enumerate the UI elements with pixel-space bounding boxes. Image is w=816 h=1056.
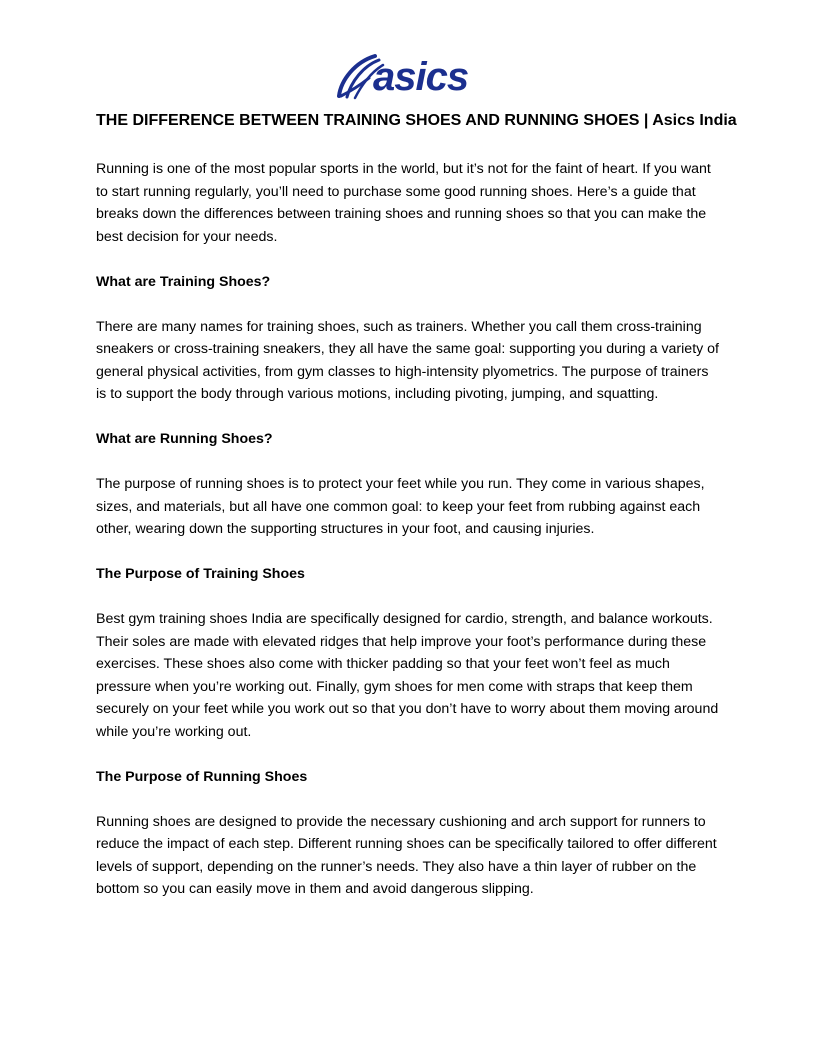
intro-paragraph: Running is one of the most popular sports in the world, but it’s not for the faint of heart. If you want to start running regularly, you’ll need to purchase some good running shoes. Here’s a guide that breaks down the differences between training shoes and running shoes so that you can make the best decision for your needs. <box>96 161 711 245</box>
section-body-training-shoes: There are many names for training shoes, such as trainers. Whether you call them cross-training sneakers or cross-training sneakers, they all have the same goal: supporting you during a variety of general physical activities, from gym classes to high-intensity plyometrics. The purpose of trainers is to support the body through various motions, including pivoting, jumping, and squatting. <box>96 318 720 402</box>
section-heading-purpose-running: The Purpose of Running Shoes <box>96 768 308 785</box>
section-body-purpose-training: Best gym training shoes India are specifically designed for cardio, strength, and balance workouts. Their soles are made with elevated ridges that help improve your foot’s performance during these exercises. These shoes also come with thicker padding so that your feet won’t feel as much pressure when you’re working out. Finally, gym shoes for men come with straps that keep them securely on your feet while you work out so that you don’t have to worry about them moving around while you’re working out. <box>96 611 719 740</box>
section-heading-running-shoes: What are Running Shoes? <box>96 431 273 447</box>
section-heading-purpose-training: The Purpose of Training Shoes <box>96 566 305 582</box>
section-heading-training-shoes: What are Training Shoes? <box>96 273 271 290</box>
section-body-purpose-running: Running shoes are designed to provide the necessary cushioning and arch support for runners to reduce the impact of each step. Different running shoes can be specifically tailored to offer different levels of support, depending on the runner’s needs. They also have a thin layer of rubber on the bottom so you can easily move in them and avoid dangerous slipping. <box>96 813 717 897</box>
asics-logo <box>335 52 477 102</box>
article-body <box>96 158 722 901</box>
asics-logo-graphic <box>335 52 477 102</box>
page-title: THE DIFFERENCE BETWEEN TRAINING SHOES AND RUNNING SHOES | Asics India <box>96 112 737 129</box>
section-body-running-shoes: The purpose of running shoes is to protect your feet while you run. They come in various shapes, sizes, and materials, but all have one common goal: to keep your feet from rubbing against each other, wearing down the supporting structures in your foot, and causing injuries. <box>96 476 705 537</box>
asics-logo-wordmark: asics <box>373 55 469 99</box>
